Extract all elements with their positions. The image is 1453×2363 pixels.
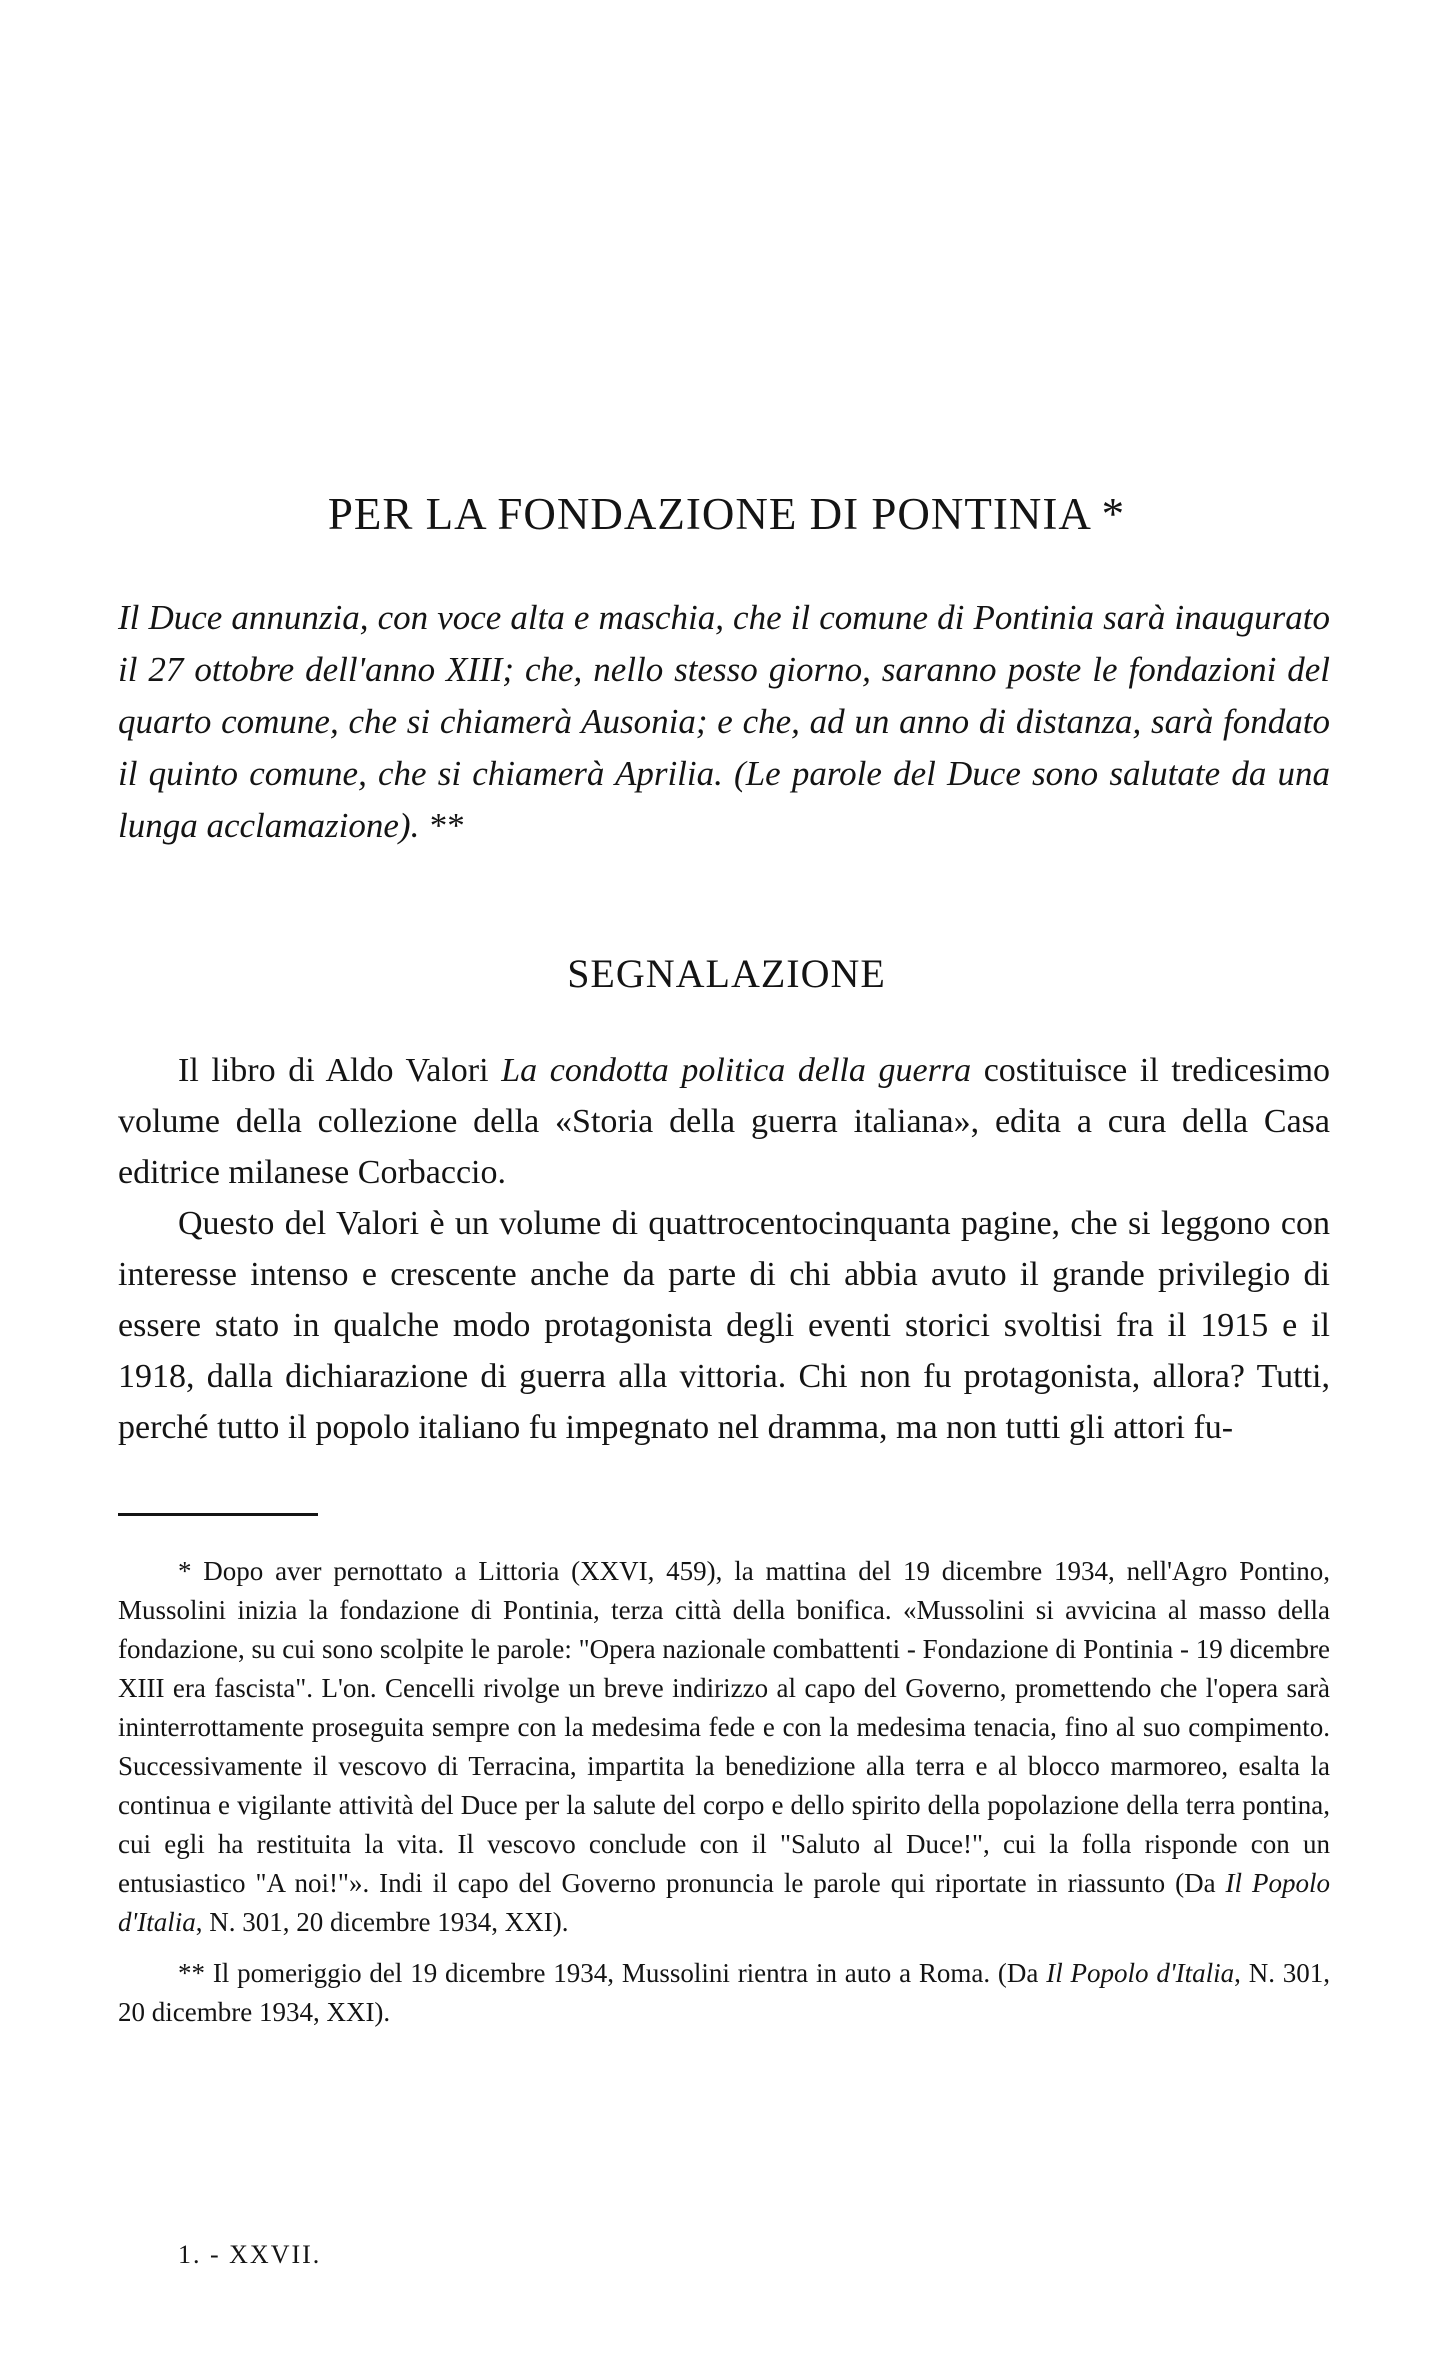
book-title: La condotta politica della guerra [501,1052,972,1089]
footnote-divider [118,1513,318,1516]
footnotes [118,1552,1330,2032]
footnote-2 [118,1954,1330,2032]
fn2-source: Il Popolo d'Italia [1046,1958,1235,1988]
signature-mark: 1. - XXVII. [178,2240,322,2269]
section-body [118,1045,1330,1453]
body-p1-end: costituisce il tredicesimo volume della collezione della «Storia della guerra italiana», edita a cura della Casa editrice milanese Corbaccio. [118,1052,1331,1191]
body-p1-start: Il libro di Aldo Valori [178,1052,502,1089]
fn2-start: ** Il pomeriggio del 19 dicembre 1934, Mussolini rientra in auto a Roma. (Da [178,1958,1047,1988]
fn1-end: , N. 301, 20 dicembre 1934, XXI). [195,1907,569,1937]
footnote-1 [118,1552,1330,1942]
page-title: PER LA FONDAZIONE DI PONTINIA * [327,489,1126,539]
body-paragraph-2: Questo del Valori è un volume di quattrocentocinquanta pagine, che si leggono con interesse intenso e crescente anche da parte di chi abbia avuto il grande privilegio di essere stato in qualche modo protagonista degli eventi storici svoltisi fra il 1915 e il 1918, dalla dichiarazione di guerra alla vittoria. Chi non fu protagonista, allora? Tutti, perché tutto il popolo italiano fu impegnato nel dramma, ma non tutti gli attori fu- [118,1205,1330,1446]
fn1-start: * Dopo aver pernottato a Littoria (XXVI, 459), la mattina del 19 dicembre 1934, nell'Agro Pontino, Mussolini inizia la fondazione di Pontinia, terza città della bonifica. «Mussolini si avvicina al masso della fondazione, su cui sono scolpite le parole: "Opera nazionale combattenti - Fondazione di Pontinia - 19 dicembre XIII era fascista". L'on. Cencelli rivolge un breve indirizzo al capo del Governo, promettendo che l'opera sarà ininterrottamente proseguita sempre con la medesima fede e con la medesima tenacia, fino al suo compimento. Successivamente il vescovo di Terracina, impartita la benedizione alla terra e al blocco marmoreo, esalta la continua e vigilante attività del Duce per la salute del corpo e dello spirito della popolazione della terra pontina, cui egli ha restituita la vita. Il vescovo conclude con il "Saluto al Duce!", cui la folla risponde con un entusiastico "A noi!"». Indi il capo del Governo pronuncia le parole qui riportate in riassunto (Da [118,1556,1330,1898]
fn1-source: Il Popolo d'Italia [118,1868,1330,1937]
fn2-end: , N. 301, 20 dicembre 1934, XXI). [118,1958,1331,2027]
section-heading: SEGNALAZIONE [567,951,886,996]
body-paragraph-1 [118,1045,1330,1198]
intro-italic-paragraph: Il Duce annunzia, con voce alta e maschia, che il comune di Pontinia sarà inaugurato il 27 ottobre dell'anno XIII; che, nello stesso giorno, saranno poste le fondazioni del quarto comune, che si chiamerà Ausonia; e che, ad un anno di distanza, sarà fondato il quinto comune, che si chiamerà Aprilia. (Le parole del Duce sono salutate da una lunga acclamazione). ** [118,598,1330,845]
